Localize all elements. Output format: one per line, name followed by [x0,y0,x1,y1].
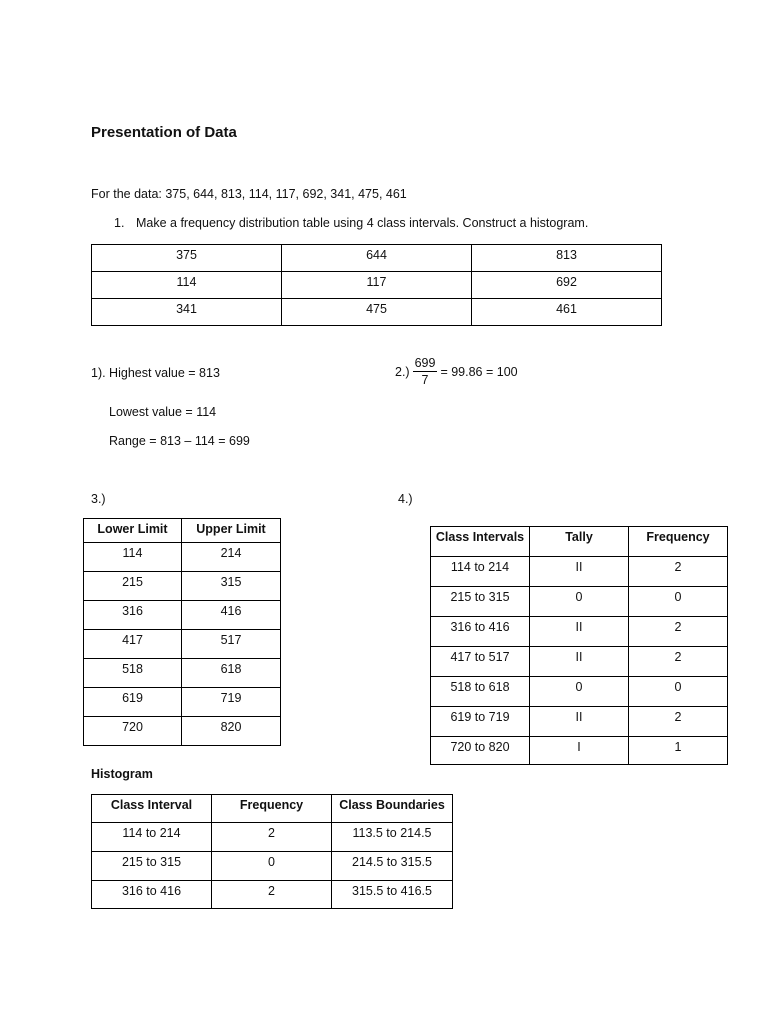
table-cell: 517 [182,630,281,659]
page-title: Presentation of Data [91,124,237,141]
table-cell: 0 [530,587,629,617]
table-cell: 117 [282,272,472,299]
histogram-table [91,794,453,909]
table-cell: 618 [182,659,281,688]
table-row [84,717,281,746]
table-cell: 215 [84,572,182,601]
header-frequency: Frequency [629,527,728,557]
table-row [92,272,662,299]
step2-label: 2.) [395,364,410,379]
table-cell: 417 [84,630,182,659]
step2-result: = 99.86 = 100 [440,364,518,379]
denominator: 7 [421,373,429,387]
table-cell: 461 [472,299,662,326]
table-row [92,245,662,272]
table-cell: 820 [182,717,281,746]
table-cell: 315.5 to 416.5 [332,881,453,909]
table-cell: 341 [92,299,282,326]
table-row [92,881,453,909]
table-header-row [92,795,453,823]
table-row [431,647,728,677]
table-cell: 316 to 416 [431,617,530,647]
step3-label: 3.) [91,492,106,506]
table-cell: 2 [629,617,728,647]
table-cell: 719 [182,688,281,717]
highest-value: 1). Highest value = 813 [91,366,220,380]
histogram-label: Histogram [91,767,153,781]
table-cell: I [530,737,629,765]
table-cell: 0 [629,587,728,617]
table-cell: 2 [212,823,332,852]
table-cell: 475 [282,299,472,326]
header-tally: Tally [530,527,629,557]
numerator: 699 [414,356,436,370]
lowest-value: Lowest value = 114 [109,405,217,419]
table-cell: 2 [212,881,332,909]
table-row [431,587,728,617]
table-cell: 114 [84,543,182,572]
table-cell: 2 [629,557,728,587]
table-cell: II [530,647,629,677]
table-cell: 316 [84,601,182,630]
table-cell: 0 [530,677,629,707]
table-cell: 316 to 416 [92,881,212,909]
table-cell: 214 [182,543,281,572]
table-header-row [84,519,281,543]
table-cell: 0 [629,677,728,707]
table-cell: 315 [182,572,281,601]
header-lower-limit: Lower Limit [84,519,182,543]
table-row [84,601,281,630]
step4-label: 4.) [398,492,413,506]
table-row [431,737,728,765]
frequency-table [430,526,728,765]
table-cell: II [530,557,629,587]
question-text: Make a frequency distribution table using 4 class intervals. Construct a histogram. [136,216,589,230]
table-header-row [431,527,728,557]
table-cell: II [530,707,629,737]
table-cell: 619 [84,688,182,717]
table-cell: 720 to 820 [431,737,530,765]
table-cell: 214.5 to 315.5 [332,852,453,881]
table-cell: 720 [84,717,182,746]
header-class-boundaries: Class Boundaries [332,795,453,823]
table-row [431,677,728,707]
limits-table [83,518,281,746]
header-class-interval: Class Interval [92,795,212,823]
table-cell: 375 [92,245,282,272]
class-width-calc [395,355,518,388]
table-cell: 619 to 719 [431,707,530,737]
table-cell: 1 [629,737,728,765]
table-row [92,299,662,326]
table-cell: 644 [282,245,472,272]
fraction [413,355,438,388]
header-frequency: Frequency [212,795,332,823]
table-row [431,617,728,647]
table-row [92,852,453,881]
table-cell: 114 [92,272,282,299]
table-cell: 114 to 214 [431,557,530,587]
table-row [84,572,281,601]
table-row [431,707,728,737]
table-row [92,823,453,852]
table-cell: 2 [629,707,728,737]
question-number: 1. [114,216,125,230]
data-table [91,244,662,326]
header-upper-limit: Upper Limit [182,519,281,543]
table-row [431,557,728,587]
table-cell: 2 [629,647,728,677]
table-cell: 114 to 214 [92,823,212,852]
table-cell: 215 to 315 [431,587,530,617]
table-row [84,688,281,717]
table-cell: 813 [472,245,662,272]
table-cell: II [530,617,629,647]
table-cell: 518 [84,659,182,688]
table-cell: 692 [472,272,662,299]
data-line: For the data: 375, 644, 813, 114, 117, 692, 341, 475, 461 [91,187,407,201]
table-cell: 416 [182,601,281,630]
range-value: Range = 813 – 114 = 699 [109,434,250,448]
header-class-intervals: Class Intervals [431,527,530,557]
table-cell: 215 to 315 [92,852,212,881]
table-row [84,543,281,572]
table-row [84,659,281,688]
table-cell: 417 to 517 [431,647,530,677]
table-row [84,630,281,659]
table-cell: 518 to 618 [431,677,530,707]
table-cell: 0 [212,852,332,881]
table-cell: 113.5 to 214.5 [332,823,453,852]
